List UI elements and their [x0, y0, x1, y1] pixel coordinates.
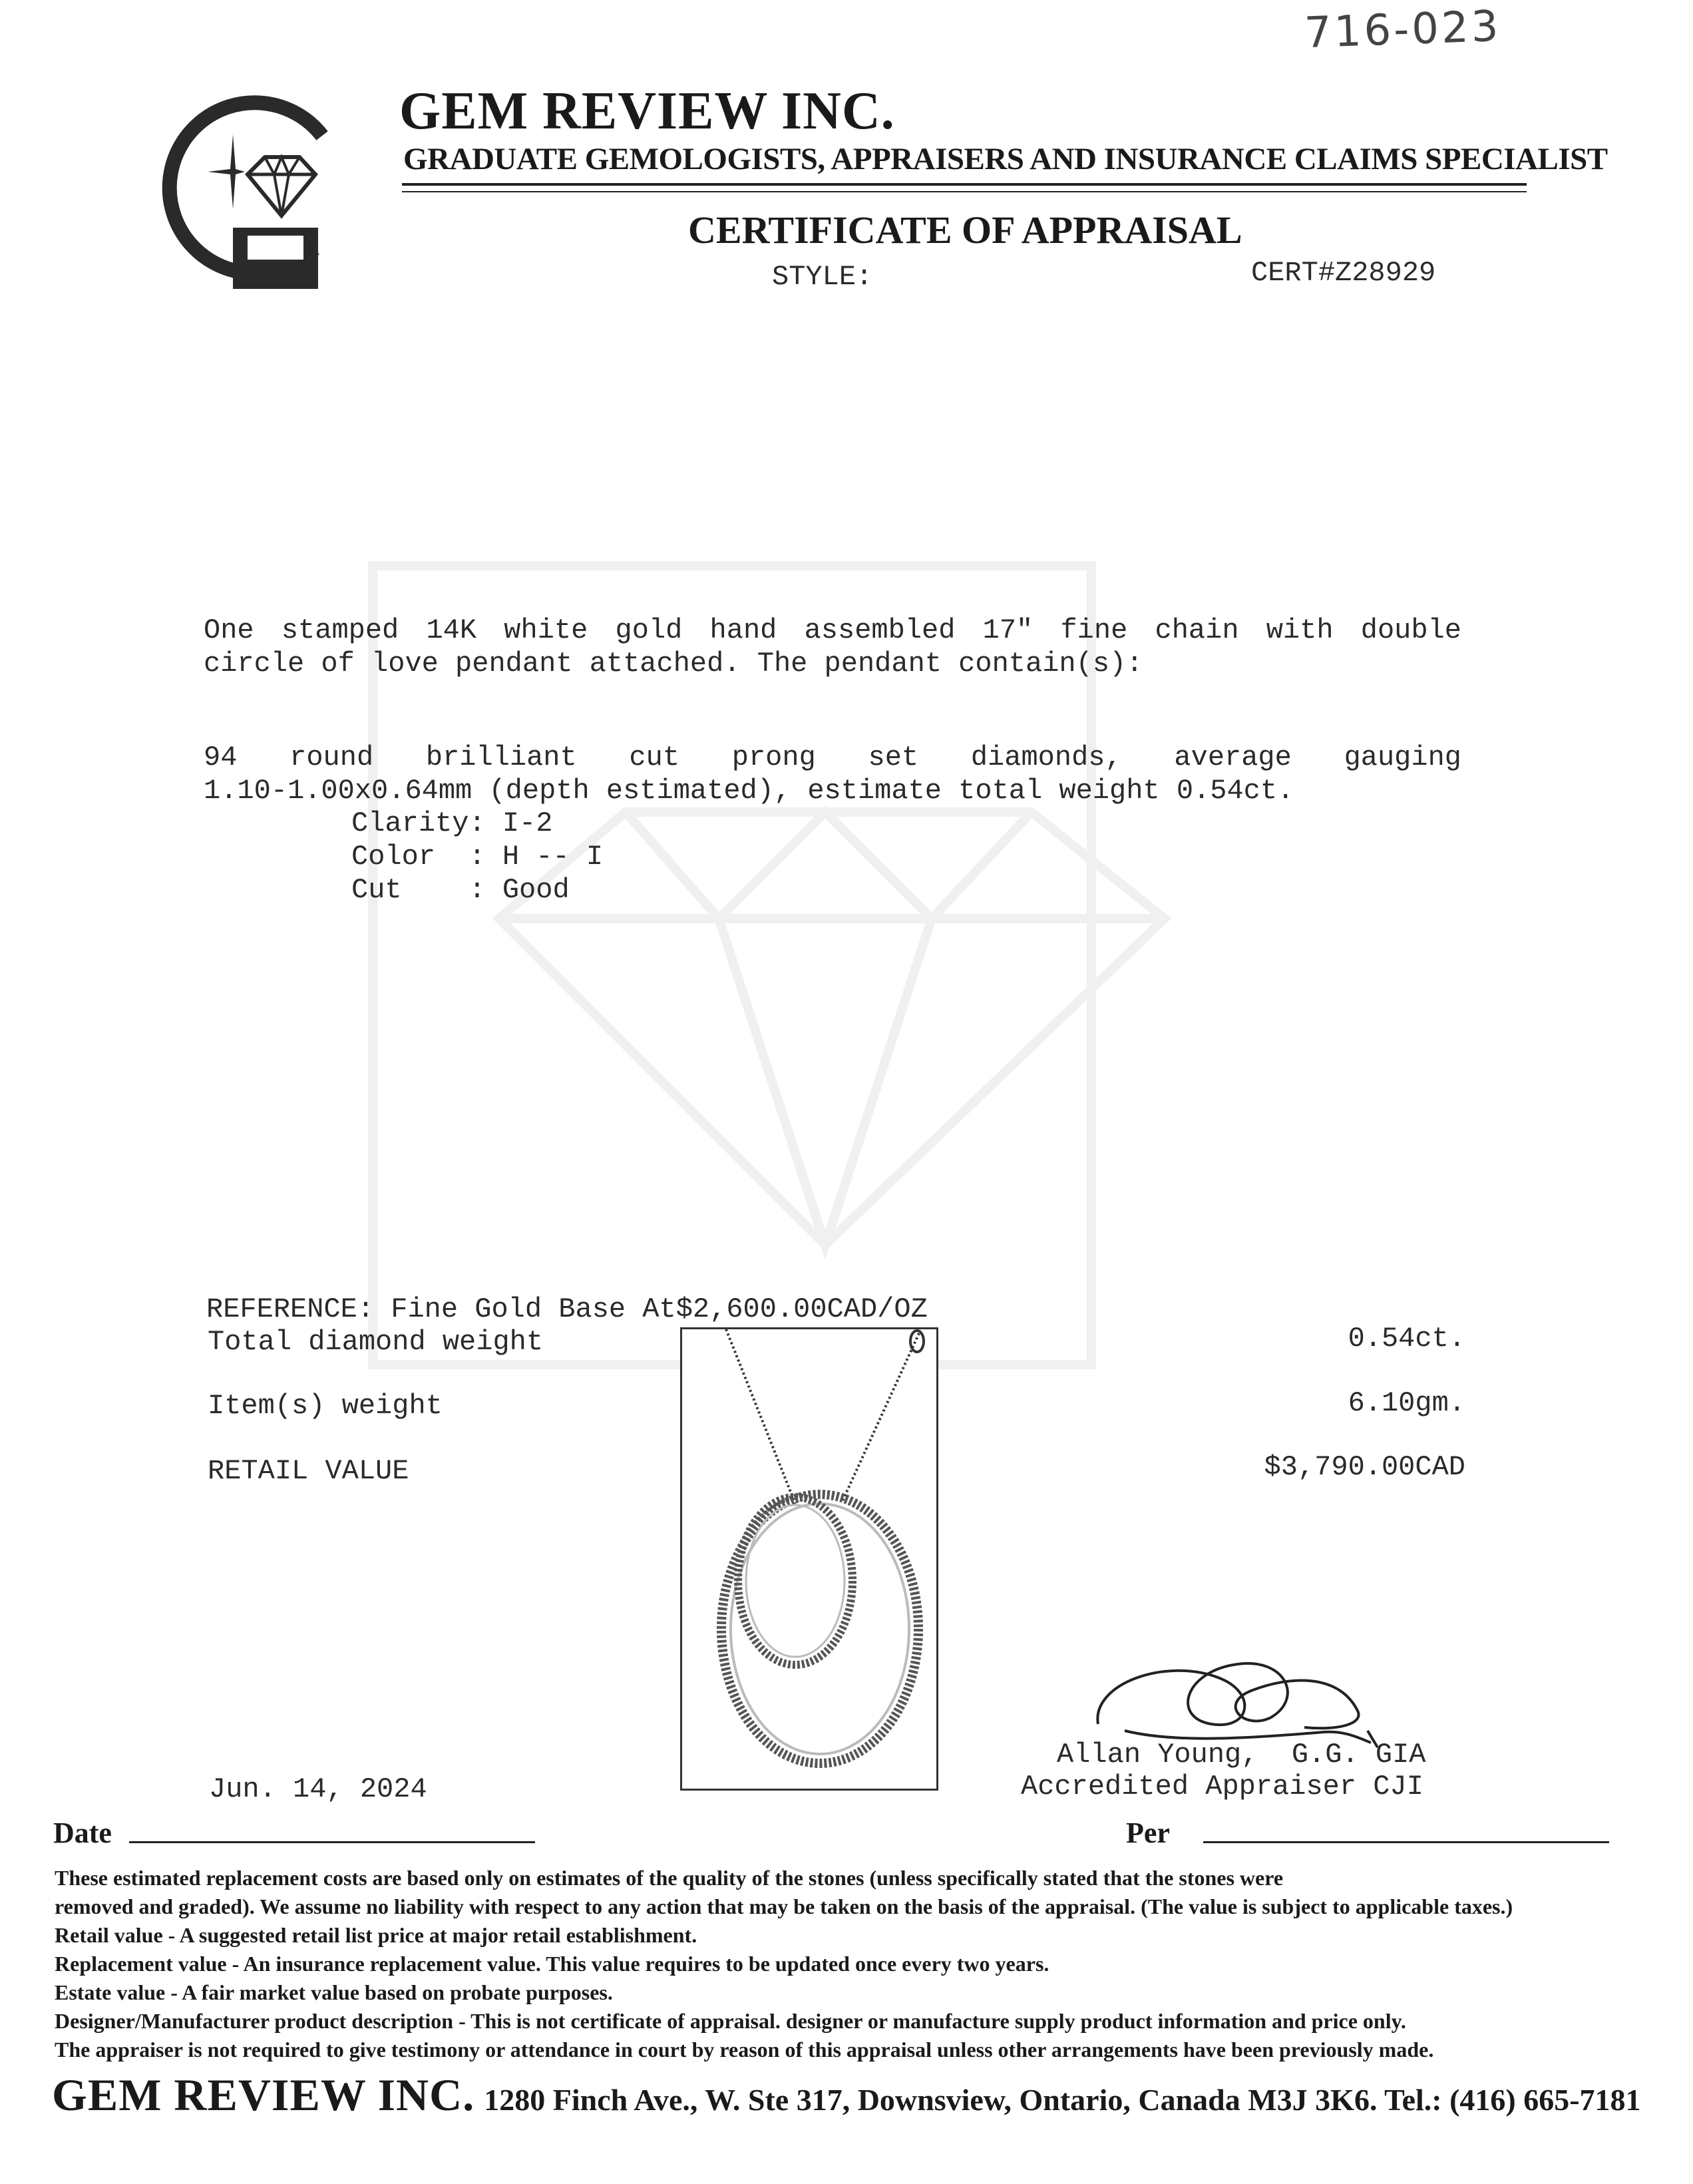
header-rule — [402, 183, 1527, 186]
reference-gold-price: REFERENCE: Fine Gold Base At$2,600.00CAD/OZ — [206, 1293, 928, 1325]
item-weight-label: Item(s) weight — [208, 1390, 443, 1422]
company-name: GEM REVIEW INC. — [399, 82, 895, 140]
certificate-title: CERTIFICATE OF APPRAISAL — [688, 208, 1242, 252]
appraiser-title: Accredited Appraiser CJI — [1021, 1771, 1423, 1803]
disclaimer-line-5: Estate value - A fair market value based on probate purposes. — [55, 1980, 613, 2004]
date-line — [129, 1841, 535, 1843]
disclaimer-line-6: Designer/Manufacturer product description - This is not certificate of appraisal. designer or manufacture supply product information and price only. — [55, 2009, 1406, 2033]
retail-value-amount: $3,790.00CAD — [1264, 1451, 1465, 1483]
per-label: Per — [1126, 1817, 1170, 1849]
item-description — [204, 614, 1461, 680]
appraisal-date: Jun. 14, 2024 — [209, 1773, 427, 1805]
company-tagline: GRADUATE GEMOLOGISTS, APPRAISERS AND INSURANCE CLAIMS SPECIALIST — [403, 142, 1608, 176]
stones-line-2: 1.10-1.00x0.64mm (depth estimated), estimate total weight 0.54ct. — [204, 775, 1294, 807]
clarity-grade: Clarity: I-2 — [351, 807, 553, 839]
header-rule-thin — [402, 191, 1527, 192]
cert-number: CERT#Z28929 — [1251, 257, 1436, 289]
stone-details — [204, 741, 1461, 807]
item-weight-value: 6.10gm. — [1348, 1387, 1465, 1419]
pendant-photo — [680, 1327, 938, 1791]
disclaimer-line-2: removed and graded). We assume no liability with respect to any action that may be taken on the basis of the appraisal. (The value is subject to applicable taxes.) — [55, 1894, 1513, 1918]
disclaimer-line-7: The appraiser is not required to give testimony or attendance in court by reason of this appraisal unless other arrangements have been previously made. — [55, 2038, 1434, 2062]
disclaimer-line-1: These estimated replacement costs are based only on estimates of the quality of the stones (unless specifically stated that the stones were — [55, 1866, 1284, 1890]
description-line-2: circle of love pendant attached. The pendant contain(s): — [204, 648, 1143, 680]
handwritten-note: 716-023 — [1303, 1, 1502, 59]
diamond-weight-value: 0.54ct. — [1348, 1323, 1465, 1355]
footer-address: 1280 Finch Ave., W. Ste 317, Downsview, Ontario, Canada M3J 3K6. Tel.: (416) 665-7181 — [484, 2083, 1641, 2117]
appraiser-name: Allan Young, G.G. GIA — [1057, 1739, 1426, 1771]
description-line-1: One stamped 14K white gold hand assembled 17" fine chain with double — [204, 614, 1461, 646]
per-line — [1203, 1841, 1609, 1843]
date-label: Date — [53, 1817, 112, 1849]
footer-company: GEM REVIEW INC. — [52, 2070, 475, 2120]
stones-line-1: 94 round brilliant cut prong set diamonds, average gauging — [204, 742, 1461, 773]
cut-grade: Cut : Good — [351, 874, 570, 906]
disclaimer-block — [55, 1864, 1652, 2064]
diamond-weight-label: Total diamond weight — [208, 1326, 544, 1358]
disclaimer-line-4: Replacement value - An insurance replacement value. This value requires to be updated once every two years. — [55, 1952, 1049, 1976]
color-grade: Color : H -- I — [351, 841, 604, 873]
gem-review-logo — [148, 95, 334, 294]
retail-value-label: RETAIL VALUE — [208, 1455, 409, 1487]
disclaimer-line-3: Retail value - A suggested retail list price at major retail establishment. — [55, 1923, 697, 1947]
style-label: STYLE: — [772, 261, 873, 293]
footer — [52, 2069, 1641, 2121]
